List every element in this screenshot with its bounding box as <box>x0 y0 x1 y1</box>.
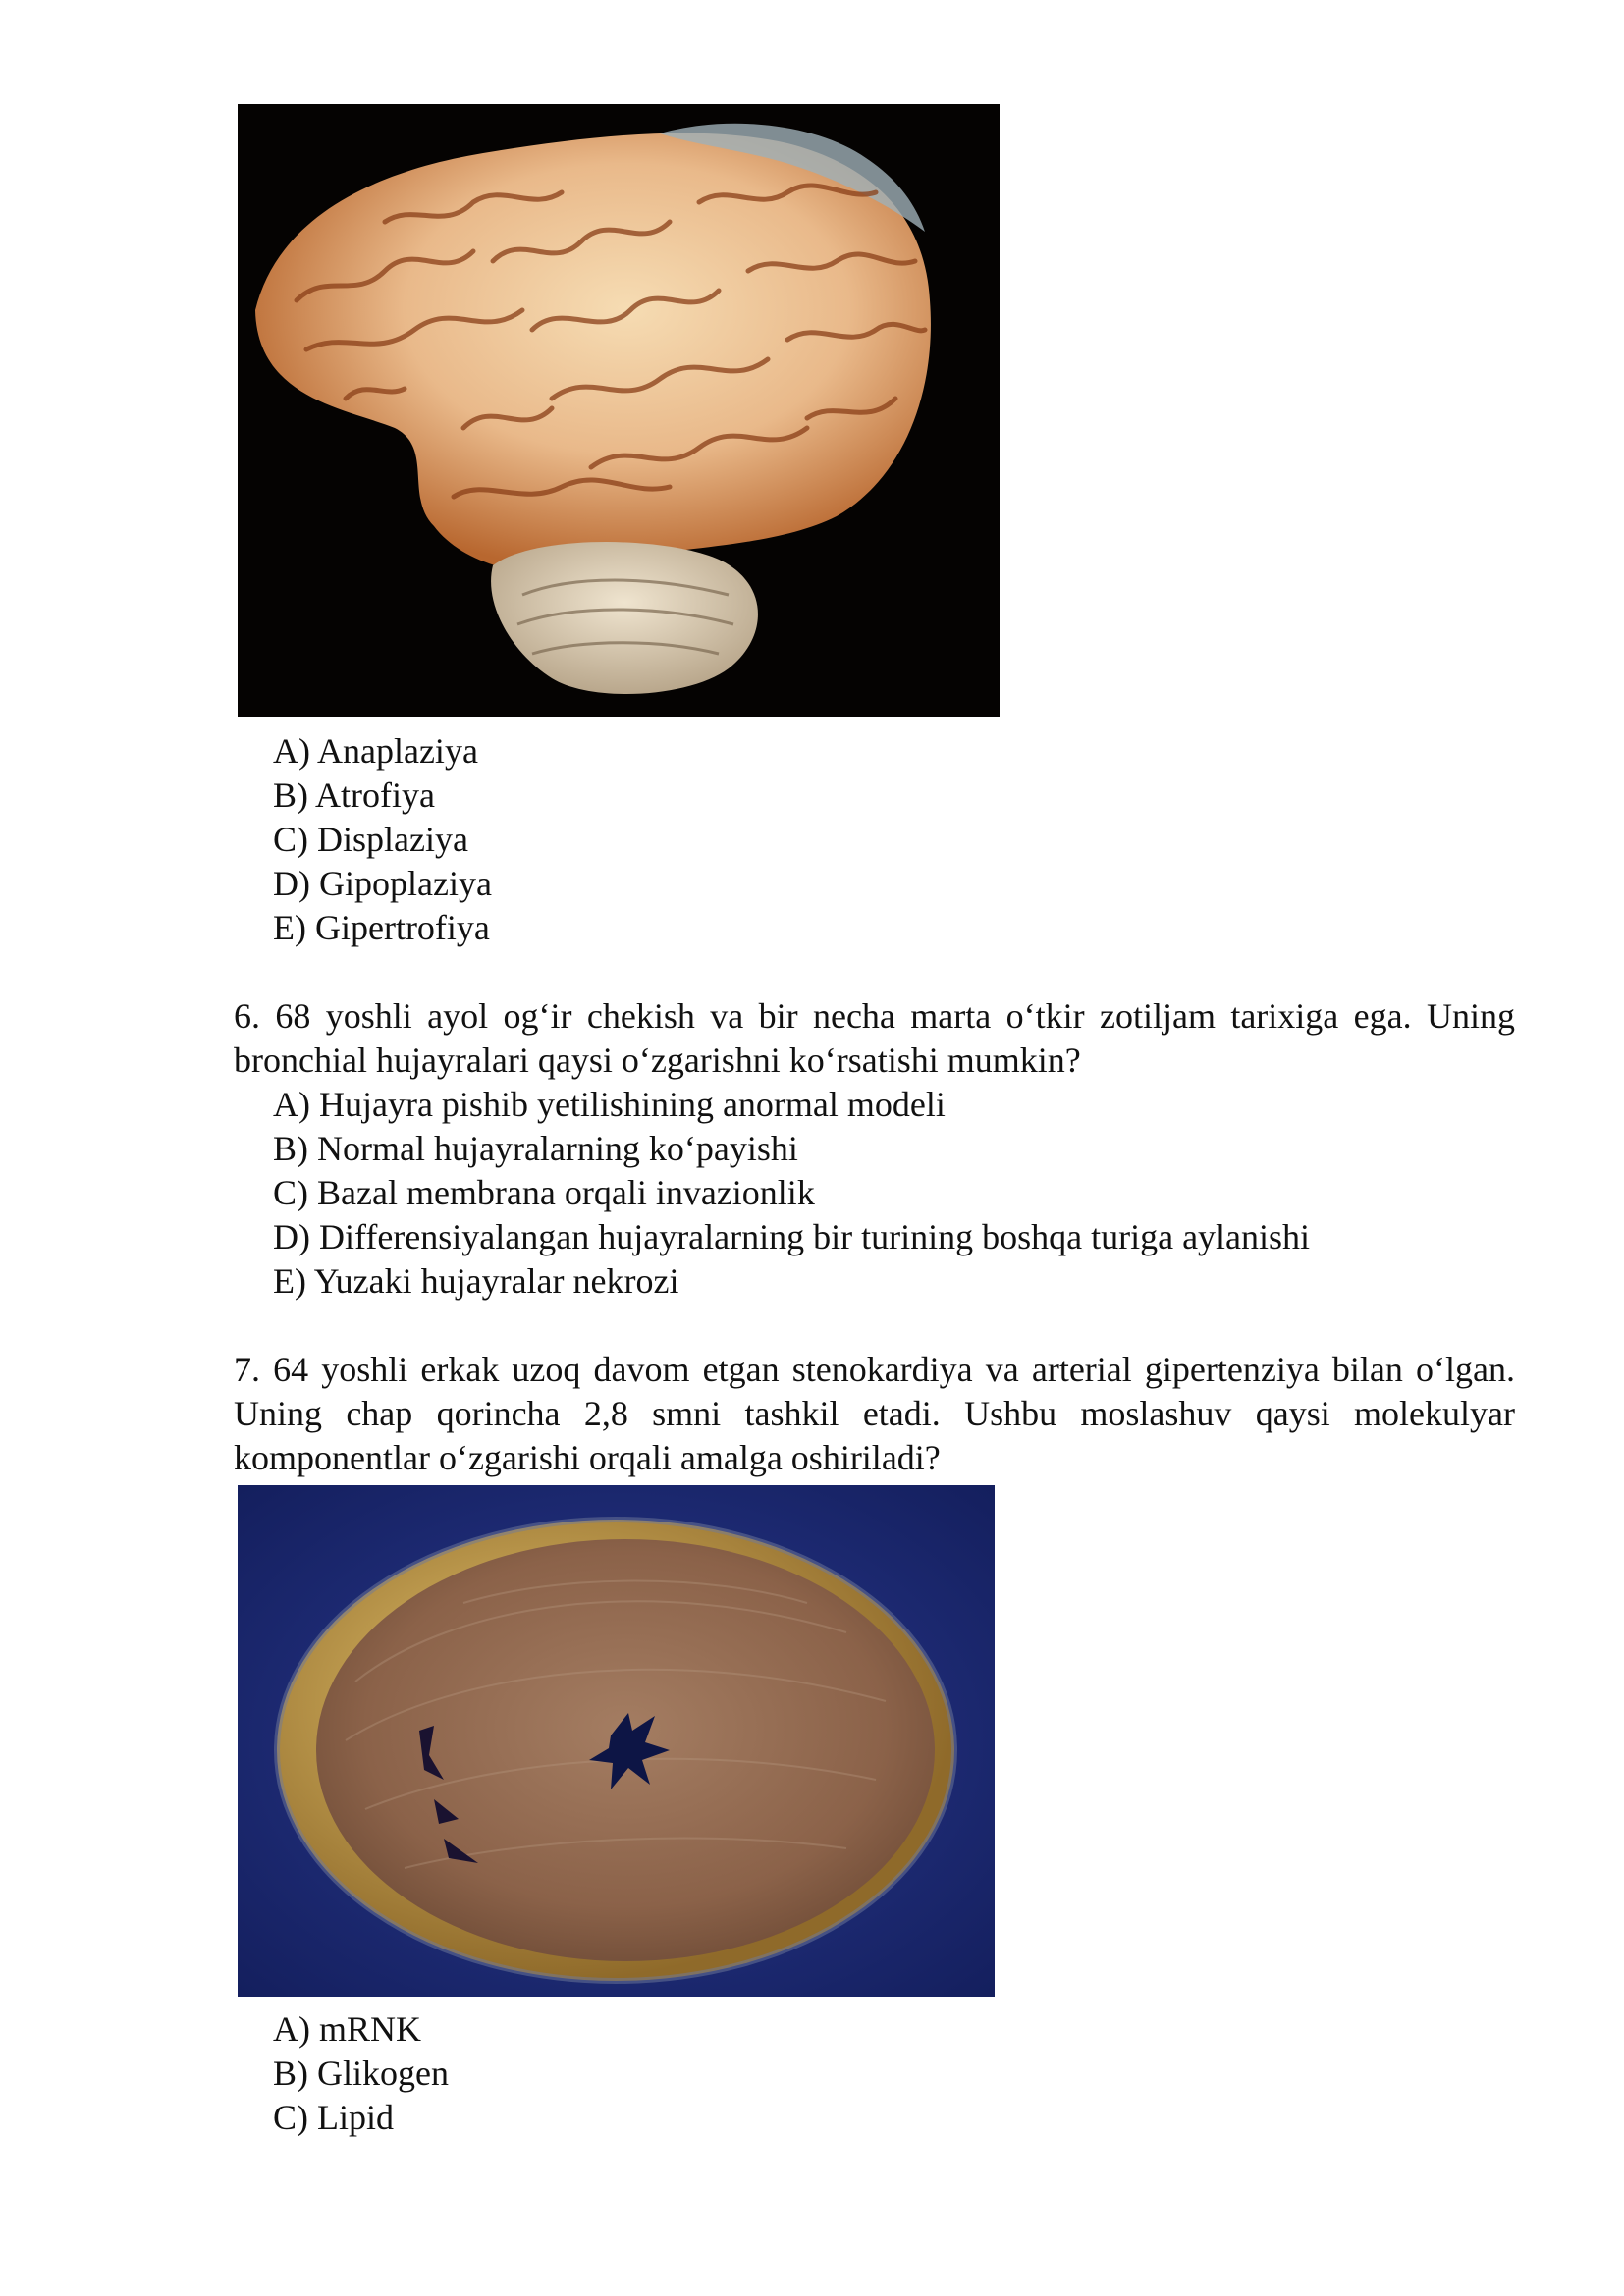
q6-option-e[interactable]: E) Yuzaki hujayralar nekrozi <box>273 1261 679 1301</box>
q6-option-d[interactable]: D) Differensiyalangan hujayralarning bir turining boshqa turiga aylanishi <box>273 1217 1311 1256</box>
q5-option-e[interactable]: E) Gipertrofiya <box>273 908 490 947</box>
q7-options <box>273 2007 449 2140</box>
q6-option-a[interactable]: A) Hujayra pishib yetilishining anormal modeli <box>273 1085 946 1124</box>
q7-option-a[interactable]: A) mRNK <box>273 2009 421 2049</box>
brain-image <box>238 104 1000 717</box>
q5-option-c[interactable]: C) Displaziya <box>273 820 468 859</box>
q5-option-d[interactable]: D) Gipoplaziya <box>273 864 492 903</box>
q7-option-c[interactable]: C) Lipid <box>273 2098 394 2137</box>
q6-question-text: 6. 68 yoshli ayol og‘ir chekish va bir necha marta o‘tkir zotiljam tarixiga ega. Uning bronchial hujayralari qaysi o‘zgarishni ko‘rsatishi mumkin? <box>234 996 1515 1080</box>
q6-options <box>273 1083 1310 1304</box>
q6-option-c[interactable]: C) Bazal membrana orqali invazionlik <box>273 1173 815 1212</box>
q7-option-b[interactable]: B) Glikogen <box>273 2054 449 2093</box>
q5-option-b[interactable]: B) Atrofiya <box>273 775 435 815</box>
q7-question-text: 7. 64 yoshli erkak uzoq davom etgan stenokardiya va arterial gipertenziya bilan o‘lgan. Uning chap qorincha 2,8 smni tashkil etadi. Ushbu moslashuv qaysi molekulyar komponentlar o‘zgarishi orqali amalga oshiriladi? <box>234 1350 1515 1477</box>
q5-options <box>273 729 492 950</box>
q5-option-a[interactable]: A) Anaplaziya <box>273 731 478 771</box>
heart-cross-section-image <box>238 1485 995 1997</box>
q6-option-b[interactable]: B) Normal hujayralarning ko‘payishi <box>273 1129 798 1168</box>
